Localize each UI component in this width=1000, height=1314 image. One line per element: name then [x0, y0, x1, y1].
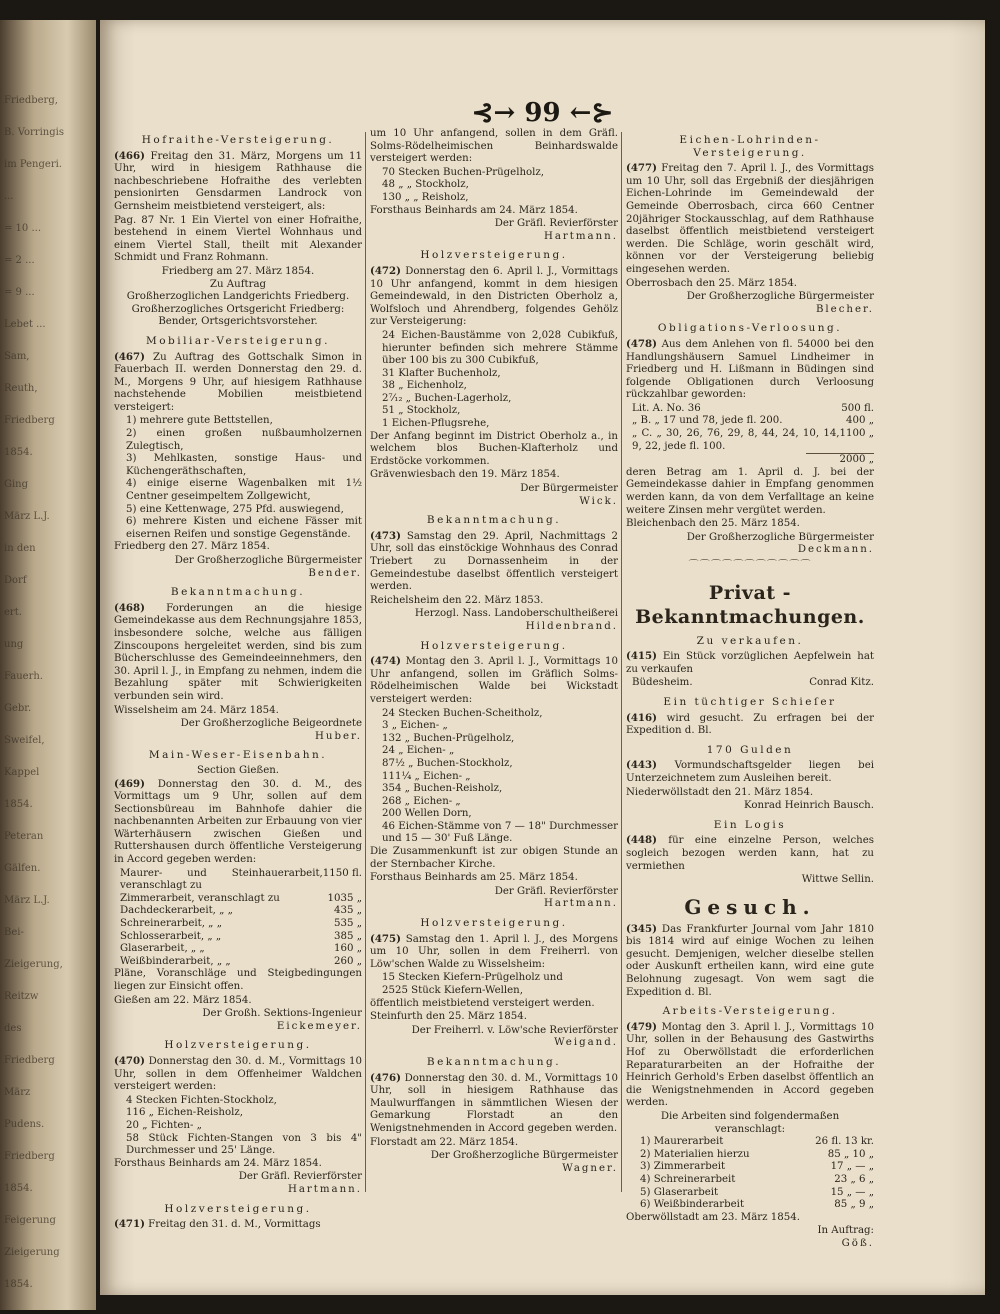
cost-label: 6) Weißbinderarbeit — [640, 1199, 745, 1211]
notice-heading: Holzversteigerung. — [420, 917, 568, 930]
notice-heading: Holzversteigerung. — [420, 249, 568, 262]
cost-row — [120, 918, 362, 931]
notice-text: um 10 Uhr anfangend, sollen in dem Gräfl. Solms-Rödelheimischen Beinhardswalde versteigert werden: — [370, 128, 618, 165]
section-title-gesuch: Gesuch. — [684, 894, 816, 919]
list-item: 1) mehrere gute Bettstellen, — [126, 415, 273, 427]
notice-heading: Hofraithe-Versteigerung. — [141, 134, 335, 146]
cost-label: 4) Schreinerarbeit — [640, 1173, 736, 1185]
notice-signature: Eickemeyer. — [276, 1020, 362, 1032]
list-item: 46 Eichen-Stämme von 7 — 18" Durchmesser und 15 — 30' Fuß Länge. — [382, 820, 618, 845]
gutter-text-fragment: im Pengeri. — [4, 159, 62, 170]
bond-row — [632, 428, 874, 453]
notice-text: Zu Auftrag des Gottschalk Simon in Fauerbach II. werden Donnerstag den 29. d. M., Morgens 9 Uhr, auf hiesigem Rathhause nachstehende Mobilien meistbietend versteigert: — [114, 351, 362, 413]
notice-signature: Wick. — [579, 495, 618, 507]
notice-authority: Großherzoglichen Landgerichts Friedberg. — [126, 291, 350, 303]
column-rule-1 — [365, 132, 366, 1192]
column-3 — [626, 128, 874, 1251]
notice-number: (472) — [370, 264, 401, 277]
gutter-text-fragment: Friedberg, — [4, 95, 58, 106]
list-item: 116 „ Eichen-Reisholz, — [126, 1107, 243, 1119]
notice-heading: Arbeits-Versteigerung. — [662, 1005, 838, 1018]
notice-signature: Conrad Kitz. — [809, 677, 874, 689]
cost-row — [640, 1199, 874, 1212]
gutter-text-fragment: März — [4, 1087, 31, 1098]
notice-authority: Der Freiherrl. v. Löw'sche Revierförster — [411, 1024, 618, 1036]
cost-value: 15 „ — „ — [830, 1186, 874, 1198]
cost-row — [640, 1136, 874, 1149]
cost-value: 17 „ — „ — [830, 1161, 874, 1173]
notice-text: Forderungen an die hiesige Gemeindekasse aus dem Rechnungsjahre 1853, insbesondere solche, welche aus fälligen Zinscoupons hergeleitet werden, sind bis zum Bücherschlusse des Gemeindeeinnehmers, den 30. April l. J., in Empfang zu nehmen, indem die Bezahlung später mit Schwierigkeiten verbunden sein wird. — [114, 602, 362, 702]
notice-signature: Weigand. — [554, 1037, 618, 1049]
cost-value: 1035 „ — [327, 892, 362, 904]
notice-body — [626, 162, 874, 276]
list-item: 20 „ Fichten- „ — [126, 1119, 202, 1131]
cost-value: 23 „ 6 „ — [834, 1173, 874, 1185]
notice-signature: Hartmann. — [543, 898, 618, 910]
cost-value: 385 „ — [334, 930, 362, 942]
notice-authority: Der Gräfl. Revierförster — [494, 218, 618, 230]
notice-text: Donnerstag den 30. d. M., des Vormittags um 9 Uhr, sollen auf dem Sectionsbüreau im Bahnhofe dahier die nachbenannten Arbeiten zur Erbauung von vier Wärterhäusern zwischen Gießen und Ruttershausen durch öffentliche Versteigerung in Accord gegeben werden: — [114, 778, 362, 866]
gutter-text-fragment: Fauerh. — [4, 671, 43, 682]
bond-label: Lit. A. No. 36 — [632, 402, 701, 414]
left-page-gutter — [0, 20, 96, 1310]
notice-text: Pläne, Voranschläge und Steigbedingungen liegen zur Einsicht offen. — [114, 968, 362, 992]
notice-number: (474) — [370, 655, 401, 668]
notice-number: (345) — [626, 922, 657, 935]
list-item: 31 Klafter Buchenholz, — [382, 367, 501, 379]
gutter-text-fragment: 1854. — [4, 447, 33, 458]
gutter-text-fragment: Gälfen. — [4, 863, 41, 874]
notice-signature: Hartmann. — [543, 230, 618, 242]
page-number-ornament-left: ⊰→ — [471, 98, 516, 128]
notice-date: Florstadt am 22. März 1854. — [370, 1136, 519, 1148]
gutter-text-fragment: Lebet ... — [4, 319, 46, 330]
notice-number: (469) — [114, 777, 145, 790]
gutter-text-fragment: ... — [4, 191, 14, 202]
cost-row — [120, 893, 362, 906]
notice-signature: Bender. — [308, 567, 362, 579]
bond-value: 1100 „ — [839, 428, 874, 440]
notice-date: Friedberg den 27. März 1854. — [114, 541, 270, 553]
notice-signature: Wittwe Sellin. — [801, 874, 874, 886]
notice-body — [626, 338, 874, 402]
list-item: 200 Wellen Dorn, — [382, 808, 472, 820]
cost-row — [120, 931, 362, 944]
notice-authority: Der Großherzogliche Bürgermeister — [174, 555, 362, 566]
notice-authority: Der Gräfl. Revierförster — [238, 1171, 362, 1183]
notice-number: (416) — [626, 711, 657, 724]
gutter-text-fragment: 1854. — [4, 1279, 33, 1290]
notice-body — [626, 712, 874, 738]
notice-heading: Ein tüchtiger Schieſer — [663, 695, 837, 708]
notice-heading: Bekanntmachung. — [426, 514, 562, 527]
notice-text: Freitag den 31. März, Morgens um 11 Uhr, wird in hiesigem Rathhause die nachbeschriebene Hofraithe des verlebten pensionirten Gensdarmen Landrock von Gernsheim meistbietend versteigert, als: — [114, 150, 362, 212]
notice-heading: Mobiliar-Versteigerung. — [145, 334, 330, 347]
notice-signature: Hartmann. — [287, 1183, 362, 1195]
notice-heading: Bekanntmachung. — [170, 586, 306, 599]
notice-text: für eine einzelne Person, welches sogleich bezogen werden kann, hat zu vermiethen — [626, 835, 874, 872]
cost-label: 2) Materialien hierzu — [640, 1148, 750, 1160]
list-item: 38 „ Eichenholz, — [382, 380, 467, 392]
list-item: 4 Stecken Fichten-Stockholz, — [126, 1094, 277, 1106]
gutter-text-fragment: Peteran — [4, 831, 44, 842]
cost-row — [120, 868, 362, 893]
notice-number: (471) — [114, 1218, 145, 1231]
notice-date: Reichelsheim den 22. März 1853. — [370, 594, 544, 606]
notice-signature: Hildenbrand. — [525, 620, 618, 632]
cost-label: Schreinerarbeit, „ „ — [120, 918, 222, 930]
bond-total: 2000 „ — [806, 453, 874, 467]
gutter-text-fragment: Dorf — [4, 575, 27, 586]
list-item: 58 Stück Fichten-Stangen von 3 bis 4" Durchmesser und 25' Länge. — [126, 1132, 362, 1157]
newspaper-page — [100, 20, 985, 1295]
notice-number: (479) — [626, 1020, 657, 1033]
list-item: 111¼ „ Eichen- „ — [382, 770, 471, 782]
notice-signature: Blecher. — [815, 303, 874, 315]
notice-body — [626, 759, 874, 785]
list-item: 4) einige eiserne Wagenbalken mit 1½ Centner geseimpeltem Zollgewicht, — [126, 478, 362, 503]
bond-label: „ C. „ 30, 26, 76, 29, 8, 44, 24, 10, 14, 9, 22, jede fl. 100. — [632, 428, 840, 452]
notice-body — [626, 923, 874, 1000]
gutter-text-fragment: Kappel — [4, 767, 40, 778]
notice-heading: Zu verkaufen. — [696, 634, 804, 647]
notice-number: (468) — [114, 601, 145, 614]
list-item: 48 „ „ Stockholz, — [382, 179, 469, 191]
notice-number: (475) — [370, 932, 401, 945]
page-number-ornament-right: ←⊱ — [569, 98, 614, 128]
notice-text: Donnerstag den 30. d. M., Vormittags 10 Uhr, soll in hiesigem Rathhause das Maulwurffangen in sämmtlichen Wiesen der Gemarkung Florstadt an den Wenigstnehmenden in Accord gegeben werden. — [370, 1072, 618, 1134]
cost-label: Maurer- und Steinhauerarbeit, veranschlagt zu — [120, 867, 323, 892]
notice-signature: Huber. — [315, 730, 362, 742]
notice-authority: Der Großh. Sektions-Ingenieur — [202, 1008, 362, 1020]
list-item: 6) mehrere Kisten und eichene Fässer mit eisernen Reifen und sonstige Gegenstände. — [126, 516, 362, 540]
notice-body — [114, 778, 362, 867]
cost-value: 85 „ 10 „ — [827, 1148, 874, 1160]
cost-row — [640, 1174, 874, 1187]
cost-row — [640, 1161, 874, 1174]
cost-label: 5) Glaserarbeit — [640, 1186, 719, 1198]
cost-value: 160 „ — [334, 943, 362, 955]
bond-row — [632, 415, 874, 428]
cost-value: 535 „ — [334, 918, 362, 930]
gutter-text-fragment: Bei- — [4, 927, 24, 938]
list-item: 130 „ „ Reisholz, — [382, 191, 469, 203]
gutter-text-fragment: Feigerung — [4, 1215, 56, 1226]
gutter-text-fragment: = 2 ... — [4, 255, 35, 266]
page-number-value: 99 — [524, 98, 561, 128]
list-item: 1 Eichen-Pflugsrehe, — [382, 418, 490, 430]
list-item: 2) einen großen nußbaumholzernen Zulegtisch, — [126, 428, 362, 452]
notice-body — [114, 150, 362, 214]
list-item: 5) eine Kettenwage, 275 Pfd. auswiegend, — [126, 503, 344, 515]
gutter-text-fragment: Zieigerung, — [4, 959, 63, 970]
notice-heading: Eichen-Lohrinden-Versteigerung. — [679, 134, 821, 159]
notice-number: (478) — [626, 337, 657, 350]
cost-value: 435 „ — [334, 905, 362, 917]
cost-label: Weißbinderarbeit, „ „ — [120, 955, 231, 967]
notice-date: Oberrosbach den 25. März 1854. — [626, 277, 798, 289]
notice-authority: Zu Auftrag — [209, 278, 267, 290]
notice-date: Niederwöllstadt den 21. März 1854. — [626, 786, 814, 798]
cost-label: 3) Zimmerarbeit — [640, 1161, 726, 1173]
cost-value: 26 fl. 13 kr. — [815, 1136, 874, 1148]
notice-heading: Holzversteigerung. — [420, 639, 568, 652]
notice-date: Grävenwiesbach den 19. März 1854. — [370, 469, 560, 481]
notice-body — [114, 351, 362, 415]
notice-heading: Bekanntmachung. — [426, 1055, 562, 1068]
list-item: 15 Stecken Kiefern-Prügelholz und — [382, 972, 563, 984]
notice-text: Freitag den 7. April l. J., des Vormittags um 10 Uhr, soll das Ergebniß der diesjährigen Eichen-Lohrinde im Gemeindewald der Gemeinde Oberrosbach, circa 660 Centner 20jähriger Stockausschlag, auf dem Rathhause daselbst öffentlich meistbietend versteigert werden. Die Schläge, worin geschält wird, können vor der Versteigerung beliebig eingesehen werden. — [626, 163, 874, 275]
cost-value: 1150 fl. — [322, 867, 362, 879]
gutter-text-fragment: 1854. — [4, 1183, 33, 1194]
notice-signature: Konrad Heinrich Bausch. — [744, 800, 874, 812]
notice-text: deren Betrag am 1. April d. J. bei der Gemeindekasse dahier in Empfang genommen werden kann, da von dem Verfalltage an keine weitere Zinsen mehr vergütet werden. — [626, 466, 874, 516]
notice-date: Gießen am 22. März 1854. — [114, 994, 252, 1006]
notice-text: Die Zusammenkunft ist zur obigen Stunde an der Sternbacher Kirche. — [370, 846, 618, 870]
notice-text: Der Anfang beginnt im District Oberholz a., in welchem blos Buchen-Klafterholz und Erdstöcke vorkommen. — [370, 430, 618, 467]
notice-heading: Holzversteigerung. — [164, 1202, 312, 1215]
gutter-text-fragment: Ging — [4, 479, 29, 490]
notice-number: (448) — [626, 834, 657, 847]
notice-number: (470) — [114, 1054, 145, 1067]
gutter-text-fragment: Zieigerung — [4, 1247, 60, 1258]
list-item: 3 „ Eichen- „ — [382, 720, 448, 732]
cost-label: Dachdeckerarbeit, „ „ — [120, 905, 233, 917]
list-item: 2525 Stück Kiefern-Wellen, — [382, 985, 523, 996]
cost-label: Schlosserarbeit, „ „ — [120, 930, 222, 942]
notice-body — [370, 530, 618, 594]
gutter-text-fragment: in den — [4, 543, 36, 554]
notice-signature: Wagner. — [562, 1162, 618, 1174]
list-item: 268 „ Eichen- „ — [382, 795, 461, 807]
gutter-text-fragment: = 10 ... — [4, 223, 41, 234]
notice-text: Samstag den 1. April l. J., des Morgens um 10 Uhr, sollen in dem Freiherrl. von Löw'schen Walde zu Wisselsheim: — [370, 933, 618, 970]
notice-text: Pag. 87 Nr. 1 Ein Viertel von einer Hofraithe, bestehend in einem Viertel Wohnhaus und einem Viertel Stall, theilt mit Alexander Schmidt und Franz Rohmann. — [114, 214, 362, 264]
notice-body — [114, 1055, 362, 1094]
list-item: 3) Mehlkasten, sonstige Haus- und Küchengeräthschaften, — [126, 453, 362, 477]
cost-row — [640, 1149, 874, 1162]
notice-heading: Obligations-Verloosung. — [657, 322, 843, 335]
notice-signature: Bender, Ortsgerichtsvorsteher. — [158, 316, 318, 328]
notice-date: Steinfurth den 25. März 1854. — [370, 1011, 527, 1023]
page-number — [100, 98, 985, 128]
gutter-text-fragment: März L.J. — [4, 895, 50, 906]
notice-authority: In Auftrag: — [817, 1225, 874, 1237]
notice-body — [114, 1218, 362, 1232]
notice-body — [626, 1021, 874, 1110]
cost-label: Glaserarbeit, „ „ — [120, 943, 205, 955]
notice-text: Freitag den 31. d. M., Vormittags — [148, 1219, 321, 1231]
notice-text: Ein Stück vorzüglichen Aepfelwein hat zu verkaufen — [626, 651, 874, 675]
section-title-private-notices: Privat - Bekanntmachungen. — [635, 581, 865, 628]
column-rule-2 — [621, 132, 622, 1192]
notice-date: Forsthaus Beinhards am 25. März 1854. — [370, 872, 578, 884]
notice-place: Büdesheim. — [632, 677, 693, 689]
gutter-text-fragment: Friedberg — [4, 1055, 55, 1066]
bond-value: 400 „ — [846, 415, 874, 427]
bond-value: 500 fl. — [841, 402, 874, 414]
notice-date: Wisselsheim am 24. März 1854. — [114, 704, 279, 716]
gutter-text-fragment: des — [4, 1023, 22, 1034]
notice-heading: Ein Logis — [713, 818, 787, 831]
gutter-text-fragment: Reitzw — [4, 991, 39, 1002]
notice-date: Forsthaus Beinhards am 24. März 1854. — [370, 204, 578, 216]
gutter-text-fragment: Reuth, — [4, 383, 38, 394]
list-item: 70 Stecken Buchen-Prügelholz, — [382, 166, 545, 178]
cost-label: Zimmerarbeit, veranschlagt zu — [120, 892, 280, 904]
cost-value: 85 „ 9 „ — [834, 1199, 874, 1211]
notice-heading: Main-Weser-Eisenbahn. — [148, 749, 328, 762]
gutter-text-fragment: Sam, — [4, 351, 30, 362]
notice-signature: Deckmann. — [797, 544, 874, 556]
notice-body — [370, 265, 618, 329]
list-item: 2⁷⁄₁₂ „ Buchen-Lagerholz, — [382, 392, 512, 404]
cost-row — [120, 943, 362, 956]
notice-date: Oberwöllstadt am 23. März 1854. — [626, 1211, 800, 1223]
notice-text: wird gesucht. Zu erfragen bei der Expedition d. Bl. — [626, 712, 874, 737]
notice-authority: Der Gräfl. Revierförster — [494, 885, 618, 897]
notice-signature: Göß. — [841, 1237, 874, 1249]
gutter-text-fragment: B. Vorringis — [4, 127, 64, 138]
list-item: 24 „ Eichen- „ — [382, 745, 455, 757]
notice-heading: 170 Gulden — [706, 743, 794, 756]
notice-text: Aus dem Anlehen von fl. 54000 bei den Handlungshäusern Samuel Lindheimer in Friedberg und H. Lißmann in Büdingen sind folgende Obligationen durch Verloosung rückzahlbar geworden: — [626, 338, 874, 401]
cost-label: 1) Maurerarbeit — [640, 1136, 724, 1148]
cost-row — [120, 956, 362, 969]
notice-text: Vormundschaftsgelder liegen bei Unterzeichnetem zum Ausleihen bereit. — [626, 760, 874, 784]
list-item: 24 Stecken Buchen-Scheitholz, — [382, 707, 543, 719]
notice-number: (443) — [626, 759, 657, 772]
notice-text: Donnerstag den 6. April l. J., Vormittags 10 Uhr anfangend, kommt in dem hiesigen Gemeindewald, in den Districten Oberholz a, Wolfsloch und Ahrendberg, folgendes Gehölz zur Versteigerung: — [370, 265, 618, 328]
notice-footer — [632, 677, 874, 690]
notice-text: Donnerstag den 30. d. M., Vormittags 10 Uhr, sollen in dem Offenheimer Waldchen versteigert werden: — [114, 1055, 362, 1093]
gutter-text-fragment: Sweifel, — [4, 735, 45, 746]
notice-body — [370, 655, 618, 706]
list-item: 51 „ Stockholz, — [382, 405, 461, 417]
notice-heading: Holzversteigerung. — [164, 1039, 312, 1052]
notice-body — [626, 650, 874, 676]
notice-body — [370, 1072, 618, 1136]
notice-authority: Der Großherzogliche Bürgermeister — [430, 1150, 618, 1162]
notice-text: Die Arbeiten sind folgendermaßen veranschlagt: — [660, 1111, 840, 1135]
gutter-text-fragment: Friedberg — [4, 415, 55, 426]
notice-number: (415) — [626, 650, 657, 663]
bond-row — [632, 403, 874, 416]
gutter-text-fragment: Pudens. — [4, 1119, 45, 1130]
column-1 — [114, 128, 362, 1233]
list-item: 24 Eichen-Baustämme von 2,028 Cubikfuß, hierunter befinden sich mehrere Stämme über 100 bis zu 300 Cubikfuß, — [382, 329, 618, 367]
notice-text: Montag den 3. April l. J., Vormittags 10 Uhr, sollen in der Behausung des Gastwirths Hof zu Oberwöllstadt die erforderlichen Reparaturarbeiten an der Hofraithe der Heinrich Gerhold's Erben daselbst öffentlich an die Wenigstnehmenden in Accord gegeben werden. — [626, 1021, 874, 1109]
notice-date: Friedberg am 27. März 1854. — [161, 265, 315, 277]
gutter-text-fragment: = 9 ... — [4, 287, 35, 298]
notice-authority: Der Bürgermeister — [520, 483, 618, 495]
list-item: 87½ „ Buchen-Stockholz, — [382, 757, 513, 769]
notice-number: (473) — [370, 529, 401, 542]
notice-text: Das Frankfurter Journal vom Jahr 1810 bis 1814 wird auf einige Wochen zu leihen gesucht. Demjenigen, welcher dieselbe stellen oder Auskunft ertheilen kann, wird eine gute Belohnung zugesagt. Von wem sagt die Expedition d. Bl. — [626, 923, 874, 998]
bond-label: „ B. „ 17 und 78, jede fl. 200. — [632, 415, 783, 427]
notice-number: (476) — [370, 1071, 401, 1084]
notice-body — [626, 834, 874, 873]
cost-row — [640, 1187, 874, 1200]
notice-number: (467) — [114, 350, 145, 363]
notice-authority: Der Großherzogliche Beigeordnete — [180, 718, 362, 730]
gutter-text-fragment: 1854. — [4, 799, 33, 810]
notice-text: öffentlich meistbietend versteigert werden. — [370, 997, 595, 1009]
gutter-text-fragment: Gebr. — [4, 703, 32, 714]
notice-authority: Der Großherzogliche Bürgermeister — [686, 531, 874, 543]
divider-ornament: ⌒⌒⌒⌒⌒⌒⌒⌒⌒⌒⌒ — [688, 560, 812, 571]
gutter-text-fragment: März L.J. — [4, 511, 50, 522]
list-item: 354 „ Buchen-Reisholz, — [382, 783, 503, 795]
notice-number: (466) — [114, 149, 145, 162]
cost-value: 260 „ — [334, 955, 362, 967]
notice-number: (477) — [626, 162, 657, 175]
gutter-text-fragment: ert. — [4, 607, 22, 618]
column-2 — [370, 128, 618, 1175]
gutter-text-fragment: ung — [4, 639, 24, 650]
cost-row — [120, 905, 362, 918]
notice-authority: Herzogl. Nass. Landoberschultheißerei — [414, 608, 618, 620]
notice-body — [114, 602, 362, 704]
notice-body — [370, 933, 618, 972]
list-item: 132 „ Buchen-Prügelholz, — [382, 732, 515, 744]
notice-authority: Der Großherzogliche Bürgermeister — [686, 291, 874, 303]
notice-date: Forsthaus Beinhards am 24. März 1854. — [114, 1157, 322, 1169]
notice-subheading: Section Gießen. — [196, 764, 280, 776]
notice-text: Montag den 3. April l. J., Vormittags 10 Uhr anfangend, sollen im Gräflich Solms-Rödelheimischen Walde bei Wickstadt versteigert werden: — [370, 656, 618, 705]
gutter-text-fragment: Friedberg — [4, 1151, 55, 1162]
notice-date: Bleichenbach den 25. März 1854. — [626, 518, 800, 530]
notice-authority: Großherzogliches Ortsgericht Friedberg: — [131, 303, 345, 315]
notice-text: Samstag den 29. April, Nachmittags 2 Uhr, soll das einstöckige Wohnhaus des Conrad Triebert zu Dornassenheim in der Gemeindestube daselbst öffentlich versteigert werden. — [370, 530, 618, 593]
